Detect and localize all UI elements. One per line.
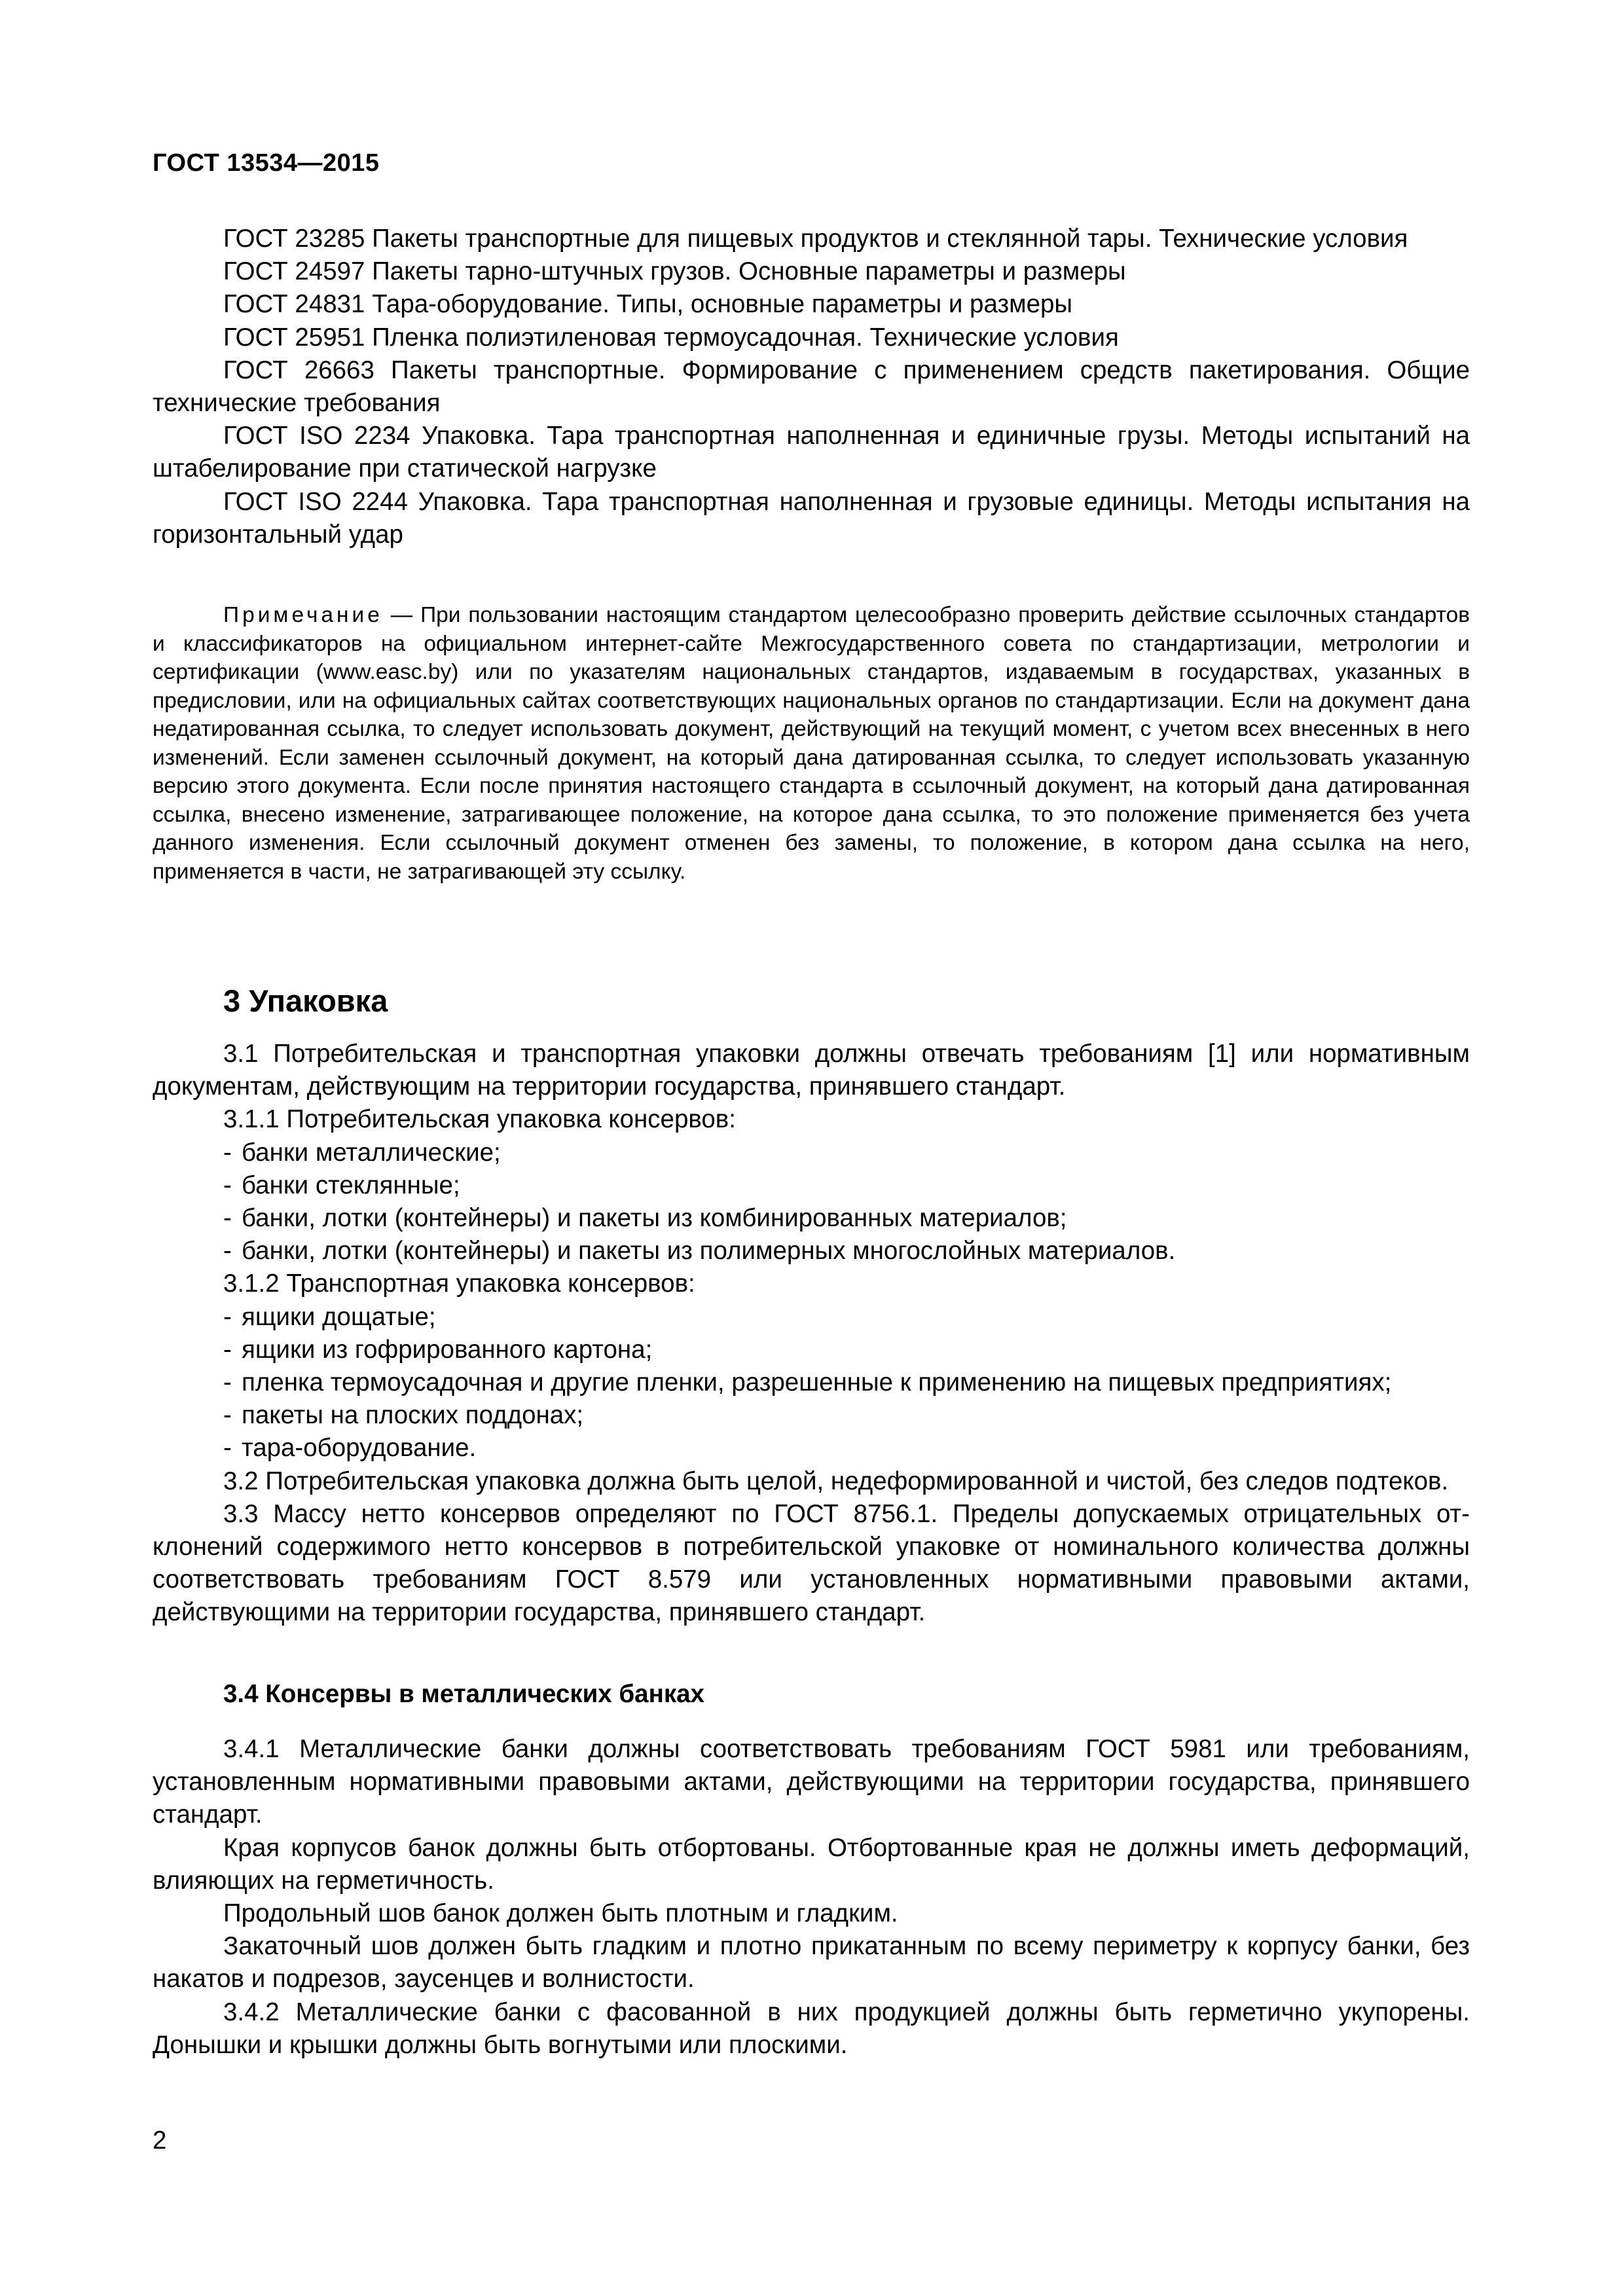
paragraph: 3.2 Потребительская упаковка должна быть целой, недеформированной и чистой, без следов подтеков. [223, 1467, 1449, 1495]
paragraph: 3.4.2 Металлические банки с фасованной в них продукцией должны быть герметично укупорены. Донышки и крышки должны быть вогнутыми или плоскими. [153, 1997, 1470, 2059]
paragraph: 3.4.1 Металлические банки должны соответствовать требованиям ГОСТ 5981 или требованиям, установленным нормативными правовыми актами, действующими на территории государства, принявшего стандарт. [153, 1735, 1470, 1829]
list-item: - банки, лотки (контейнеры) и пакеты из полимерных многослойных материалов. [223, 1237, 1176, 1266]
reference-item: ГОСТ 23285 Пакеты транспортные для пищевых продуктов и стеклянной тары. Технические условия [223, 225, 1408, 253]
list-item: - банки, лотки (контейнеры) и пакеты из комбинированных материалов; [223, 1204, 1067, 1233]
section-3-body [153, 1038, 1470, 1630]
list-item: - пленка термоусадочная и другие пленки, разрешенные к применению на пищевых предприятиях; [223, 1368, 1392, 1397]
list-item: - тара-оборудование. [223, 1434, 477, 1463]
reference-item: ГОСТ 24831 Тара-оборудование. Типы, основные параметры и размеры [223, 290, 1073, 319]
normative-references-list [153, 223, 1470, 551]
reference-item: ГОСТ 25951 Пленка полиэтиленовая термоусадочная. Технические условия [223, 323, 1119, 352]
subsection-title: 3.4 Консервы в металлических банках [223, 1680, 704, 1708]
reference-item: ГОСТ 26663 Пакеты транспортные. Формирование с применением средств пакетирования. Общие технические требования [153, 355, 1470, 418]
section-title: 3 Упаковка [223, 983, 388, 1018]
paragraph: 3.3 Массу нетто консервов определяют по ГОСТ 8756.1. Пределы допускаемых отрицательных отклонений содержимого нетто консервов в потребительской упаковке от номинального количества должны соответствовать требованиям ГОСТ 8.579 или установленных нормативными правовыми актами, действующими на территории государства, принявшего стандарт. [153, 1499, 1470, 1627]
note-text: — При пользовании настоящим стандартом целесообразно проверить действие ссылочных стандартов и классификаторов на официальном интернет-сайте Межгосударственного совета по стандартизации, метрологии и сертификации (www.easc.by) или по указателям национальных стандартов, издаваемым в государствах, указанных в предисловии, или на официальных сайтах соответствующих национальных органов по стандартизации. Если на документ дана недатированная ссылка, то следует использовать документ, действующий на текущий момент, с учетом всех внесенных в него изменений. Если заменен ссылочный документ, на который дана датированная ссылка, то следует использовать указанную версию этого документа. Если после принятия настоящего стандарта в ссылочный документ, на который дана датированная ссылка, внесено изменение, затрагивающее положение, на которое дана ссылка, то это положение применяется без учета данного изменения. Если ссылочный документ отменен без замены, то положение, в котором дана ссылка на него, применяется в части, не затрагивающей эту ссылку. [153, 603, 1470, 884]
list-item: - ящики из гофрированного картона; [223, 1335, 653, 1364]
paragraph: 3.1.1 Потребительская упаковка консервов: [223, 1105, 736, 1134]
reference-item: ГОСТ ISO 2244 Упаковка. Тара транспортная наполненная и грузовые единицы. Методы испытания на горизонтальный удар [153, 487, 1470, 549]
list-item: - ящики дощатые; [223, 1302, 436, 1331]
note-block [153, 601, 1470, 886]
paragraph: Продольный шов банок должен быть плотным и гладким. [223, 1899, 898, 1928]
standard-header: ГОСТ 13534—2015 [153, 149, 380, 177]
paragraph: 3.1.2 Транспортная упаковка консервов: [223, 1269, 695, 1298]
list-item: - банки металлические; [223, 1138, 501, 1167]
paragraph: 3.1 Потребительская и транспортная упаковки должны отвечать требованиям [1] или нормативным документам, действующим на территории государства, принявшего стандарт. [153, 1040, 1470, 1101]
reference-item: ГОСТ 24597 Пакеты тарно-штучных грузов. Основные параметры и размеры [223, 257, 1126, 286]
paragraph: Закаточный шов должен быть гладким и плотно прикатанным по всему периметру к корпусу банки, без накатов и подрезов, заусенцев и волнистости. [153, 1932, 1470, 1994]
section-3-4-body [153, 1733, 1470, 2062]
note-label: Примечание [223, 603, 383, 627]
reference-item: ГОСТ ISO 2234 Упаковка. Тара транспортная наполненная и единичные грузы. Методы испытаний на штабелирование при статической нагрузке [153, 422, 1470, 483]
list-item: - пакеты на плоских поддонах; [223, 1401, 584, 1430]
paragraph: Края корпусов банок должны быть отбортованы. Отбортованные края не должны иметь деформаций, влияющих на герметичность. [153, 1833, 1470, 1895]
list-item: - банки стеклянные; [223, 1171, 460, 1199]
page-number: 2 [153, 2126, 167, 2155]
